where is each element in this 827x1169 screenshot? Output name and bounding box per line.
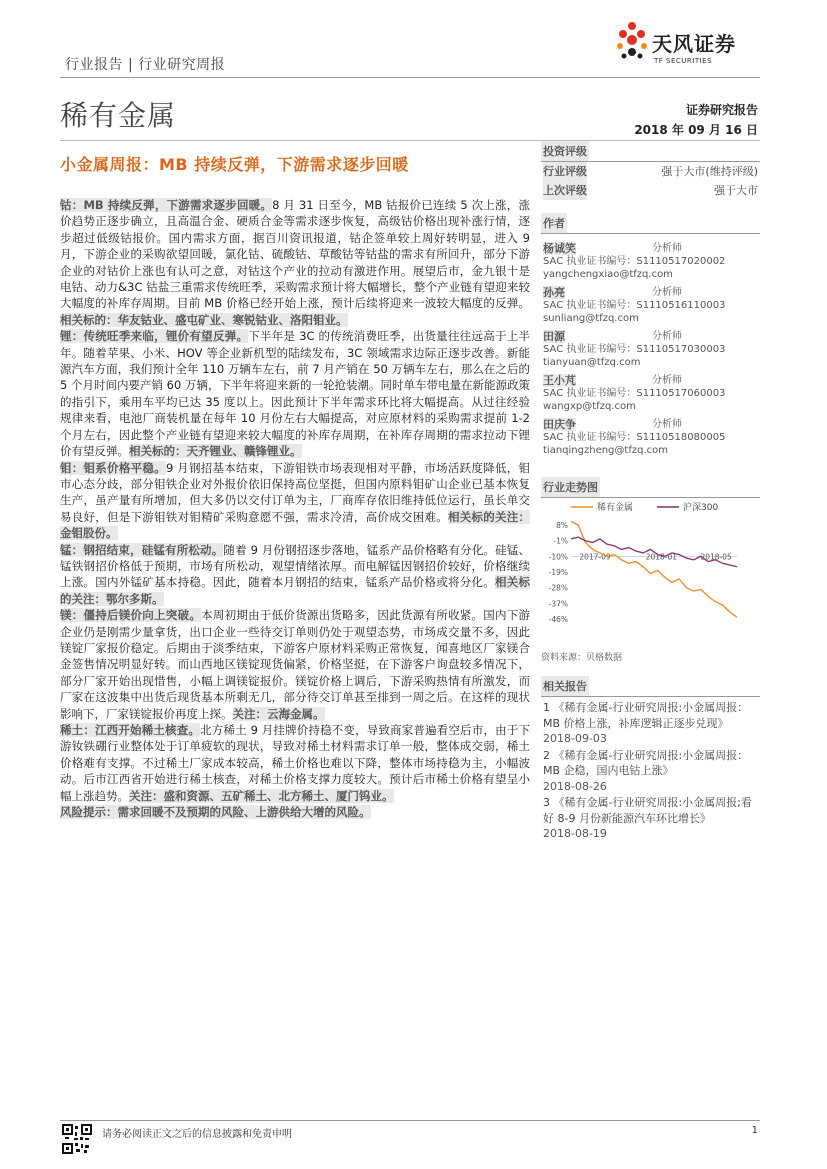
related-report-title[interactable]: 2 《稀有金属-行业研究周报:小金属周报：MB 企稳，国内电钴上涨》 (543, 748, 749, 777)
author-cert: SAC 执业证书编号：S1110518080005 (543, 432, 726, 443)
authors-rule (541, 233, 760, 234)
lithium-text: 下半年是 3C 的传统消费旺季，出货量往往远高于上半年。随着苹果、小米、HOV 等企业新机型的陆续发布，3C 领域需求边际正逐步改善。新能源汽车方面，我们预计全年 110 万辆车左右，前 7 月产销在 50 万辆车左右，那么在之后的 5 个月时间内要产销 60 万辆，下半年将迎来新的一轮抢装潮。同时单车带电量在新能源政策的指引下，乘用车平均已达 35 度以上。因此预计下半年需求环比将大幅提高。从过往经验规律来看，电池厂商装机量在每年 10 月份左右大幅提高，对应原材料的采购需求提前 1-2 个月左右，因此整个产业链有望迎来较大幅度的补库存周期，在补库存周期的需求拉动下锂价有望反弹。 (60, 329, 531, 459)
molybdenum-highlight: 钼：钼系价格平稳。 (60, 460, 166, 475)
sector-title: 稀有金属 (60, 99, 177, 132)
author-entry (541, 418, 760, 457)
brand-logo (614, 20, 764, 70)
author-email[interactable]: tianyuan@tfzq.com (543, 357, 641, 368)
footer-divider (60, 1120, 760, 1121)
author-name: 孙亮 (543, 286, 565, 299)
industry-rating-value: 强于大市(维持评级) (661, 165, 758, 178)
author-cert: SAC 执业证书编号：S1110516110003 (543, 300, 726, 311)
author-role: 分析师 (652, 419, 682, 430)
cobalt-text: 8 月 31 日至今，MB 钴报价已连续 5 次上涨，涨价趋势正逐步确立，且高温合金、硬质合金等需求逐步恢复，高级钴价格出现补涨行情，逐步超过低级钴报价。国内需求方面，据百川资讯报道，钴企签单较上周好转明显，进入 9 月，下游企业的采购欲望回暖，氯化钴、硫酸钴、草酸钴等钴盐的需求有所回升，部分下游企业的对钴价上涨也有认可之意，对钴这个产业的拉动有激进作用。展望后市，金九银十是电钴、动力&3C 钴盐三重需求传统旺季，采购需求预计将大幅增长，整个产业链有望迎来较大幅度的补库存周期。目前 MB 价格已经开始上涨，预计后续将迎来一波较大幅度的反弹。 (60, 198, 530, 311)
cobalt-highlight: 钴：MB 持续反弹，下游需求逐步回暖。 (60, 198, 273, 212)
related-report-item[interactable] (541, 700, 760, 747)
author-entry (541, 242, 760, 281)
related-report-date: 2018-08-19 (543, 827, 607, 840)
y-tick-label: -28% (548, 583, 568, 593)
author-name: 田源 (543, 330, 565, 343)
risk-warning: 风险提示：需求回暖不及预期的风险、上游供给大增的风险。 (60, 805, 371, 820)
tf-logo-icon (614, 20, 650, 64)
author-name: 王小芃 (543, 374, 576, 387)
rareearth-highlight: 稀土：江西开始稀土核查。 (60, 723, 201, 737)
related-report-date: 2018-08-26 (543, 779, 607, 793)
paragraph-rareearth (60, 722, 530, 804)
manganese-targets: 相关标的关注：鄂尔多斯。 (60, 575, 530, 606)
y-tick-label: -46% (548, 615, 568, 624)
related-report-item[interactable] (541, 748, 760, 795)
cobalt-targets: 相关标的：华友钴业、盛屯矿业、寒锐钴业、洛阳钼业。 (60, 312, 348, 327)
rareearth-targets: 关注：盛和资源、五矿稀土、北方稀土、厦门钨业。 (129, 788, 394, 803)
last-rating-value: 强于大市 (714, 184, 758, 197)
y-tick-label: -1% (553, 536, 568, 546)
authors-section (541, 212, 760, 462)
y-tick-label: -19% (548, 568, 568, 577)
manganese-text: 随着 9 月份钢招逐步落地，锰系产品价格略有分化。硅锰、锰铁钢招价格低于预期，市场有所松动，观望情绪浓厚。而电解锰因钢招价较好，价格继续上涨。国内外锰矿基本持稳。因此，随着本月钢招的结束，锰系产品价格或将分化。 (60, 542, 530, 590)
rating-header: 投资评级 (541, 141, 589, 161)
footer-disclaimer: 请务必阅读正文之后的信息披露和免责申明 (102, 1129, 292, 1140)
author-entry (541, 286, 760, 325)
brand-name: 天风证券 (652, 32, 736, 56)
author-email[interactable]: sunliang@tfzq.com (543, 313, 639, 324)
related-section (541, 675, 760, 843)
brand-name-en: TF SECURITIES (654, 57, 713, 65)
trend-chart-svg (541, 497, 760, 647)
related-report-item[interactable] (541, 795, 760, 842)
author-email[interactable]: wangxp@tfzq.com (543, 401, 636, 412)
paragraph-risk (60, 804, 530, 820)
report-type: 证券研究报告 (685, 103, 758, 117)
industry-rating-label: 行业评级 (543, 162, 587, 181)
related-report-date: 2018-09-03 (543, 732, 607, 745)
paragraph-cobalt (60, 197, 530, 328)
series-line (571, 522, 737, 618)
y-tick-label: -10% (548, 552, 568, 562)
molybdenum-text: 9 月钢招基本结束，下游钼铁市场表现相对平静，市场活跃度降低，钼市心态分歧，部分钼铁企业对外报价依旧保持高位坚挺，但国内原料钼矿山企业已基本恢复生产，虽产量有所增加，但大多仍以交付订单为主，厂商库存依旧维持低位运行，虽长单交易良好，但是下游钼铁对钼精矿采购意愿不强，需求冷清，高价成交困难。 (60, 460, 531, 524)
y-tick-label: -37% (548, 599, 568, 609)
legend-label: 稀有金属 (597, 503, 634, 513)
paragraph-lithium (60, 328, 530, 459)
chart-source: 资料来源：贝格数据 (541, 653, 623, 663)
author-role: 分析师 (652, 287, 682, 298)
author-name: 田庆争 (543, 418, 576, 431)
trend-header: 行业走势图 (541, 477, 600, 497)
author-cert: SAC 执业证书编号：S1110517020002 (543, 256, 726, 267)
lithium-targets: 相关标的：天齐锂业、赣锋锂业。 (129, 444, 302, 459)
header-divider (60, 77, 760, 78)
author-email[interactable]: tianqingzheng@tfzq.com (543, 445, 668, 456)
last-rating-label: 上次评级 (543, 181, 587, 200)
magnesium-targets: 关注：云海金属。 (232, 706, 325, 721)
report-body (60, 197, 530, 820)
trend-section (541, 476, 760, 498)
magnesium-highlight: 镁：僵持后镁价向上突破。 (60, 608, 202, 623)
author-entry (541, 330, 760, 369)
paragraph-magnesium (60, 607, 530, 722)
related-rule (541, 696, 760, 697)
manganese-highlight: 锰：钢招结束，硅锰有所松动。 (60, 542, 224, 557)
x-tick-label: 2018-01 (645, 552, 678, 562)
last-rating-row (541, 181, 760, 200)
related-report-title[interactable]: 1 《稀有金属-行业研究周报:小金属周报：MB 价格上涨，补库逻辑正逐步兑现》 (543, 701, 749, 730)
report-title: 小金属周报：MB 持续反弹，下游需求逐步回暖 (60, 155, 409, 174)
related-list (541, 700, 760, 842)
authors-header: 作者 (541, 213, 567, 233)
paragraph-molybdenum (60, 460, 530, 542)
author-name: 杨诚笑 (543, 242, 576, 255)
x-tick-label: 2017-09 (579, 552, 611, 562)
author-entry (541, 374, 760, 413)
related-report-title[interactable]: 3 《稀有金属-行业研究周报:小金属周报;看好 8-9 月份新能源汽车环比增长》 (543, 796, 752, 825)
author-cert: SAC 执业证书编号：S1110517060003 (543, 388, 726, 399)
legend-label: 沪深300 (683, 503, 719, 513)
magnesium-text: 本周初期由于低价货源出货略多，因此货源有所收紧。国内下游企业仍是刚需少量拿货，出口企业一些待交订单则仍处于观望态势，市场成交量不多，因此镁锭厂家报价稳定。后期由于淡季结束，下游客户原材料采购正常恢复，闻喜地区厂家镁合金签售情况明显好转。而山西地区镁锭现货偏紧，价格坚挺，在下游客户询盘较多情况下，部分厂家开始出现惜售，小幅上调镁锭报价。镁锭价格上调后，下游采购热情有所激发，而厂家在这波集中出货后现货基本所剩无几，部分待交订单甚至排到一周之后。在这样的现状影响下，厂家镁锭报价再度上探。 (60, 608, 530, 721)
rating-section (541, 140, 760, 200)
molybdenum-targets: 相关标的关注：金钼股份。 (60, 509, 531, 541)
author-email[interactable]: yangchengxiao@tfzq.com (543, 269, 673, 280)
industry-rating-row (541, 162, 760, 181)
page-number: 1 (751, 1125, 758, 1136)
report-category: 行业报告 | 行业研究周报 (65, 57, 226, 73)
trend-chart (541, 497, 760, 647)
qr-code-icon (62, 1124, 92, 1154)
report-date: 2018 年 09 月 16 日 (634, 123, 758, 137)
lithium-highlight: 锂：传统旺季来临，锂价有望反弹。 (60, 329, 249, 344)
authors-list (541, 242, 760, 457)
author-role: 分析师 (652, 375, 682, 386)
related-header: 相关报告 (541, 676, 589, 696)
author-role: 分析师 (652, 331, 682, 342)
author-cert: SAC 执业证书编号：S1110517030003 (543, 344, 726, 355)
x-tick-label: 2018-05 (700, 552, 732, 562)
paragraph-manganese (60, 542, 530, 608)
rareearth-text: 北方稀土 9 月挂牌价持稳不变，导致商家普遍看空后市，由于下游钕铁硼行业整体处于订单疲软的现状，导致对稀土材料需求订单一般，整体成交弱，稀土价格难有支撑。不过稀土厂家成本较高，稀土价格也难以下降，整体市场持稳为主，小幅波动。后市江西省开始进行稀土核查，对稀土价格支撑力度较大。预计后市稀土价格有望呈小幅上涨趋势。 (60, 723, 530, 803)
y-tick-label: 8% (556, 521, 568, 530)
author-role: 分析师 (652, 243, 682, 254)
